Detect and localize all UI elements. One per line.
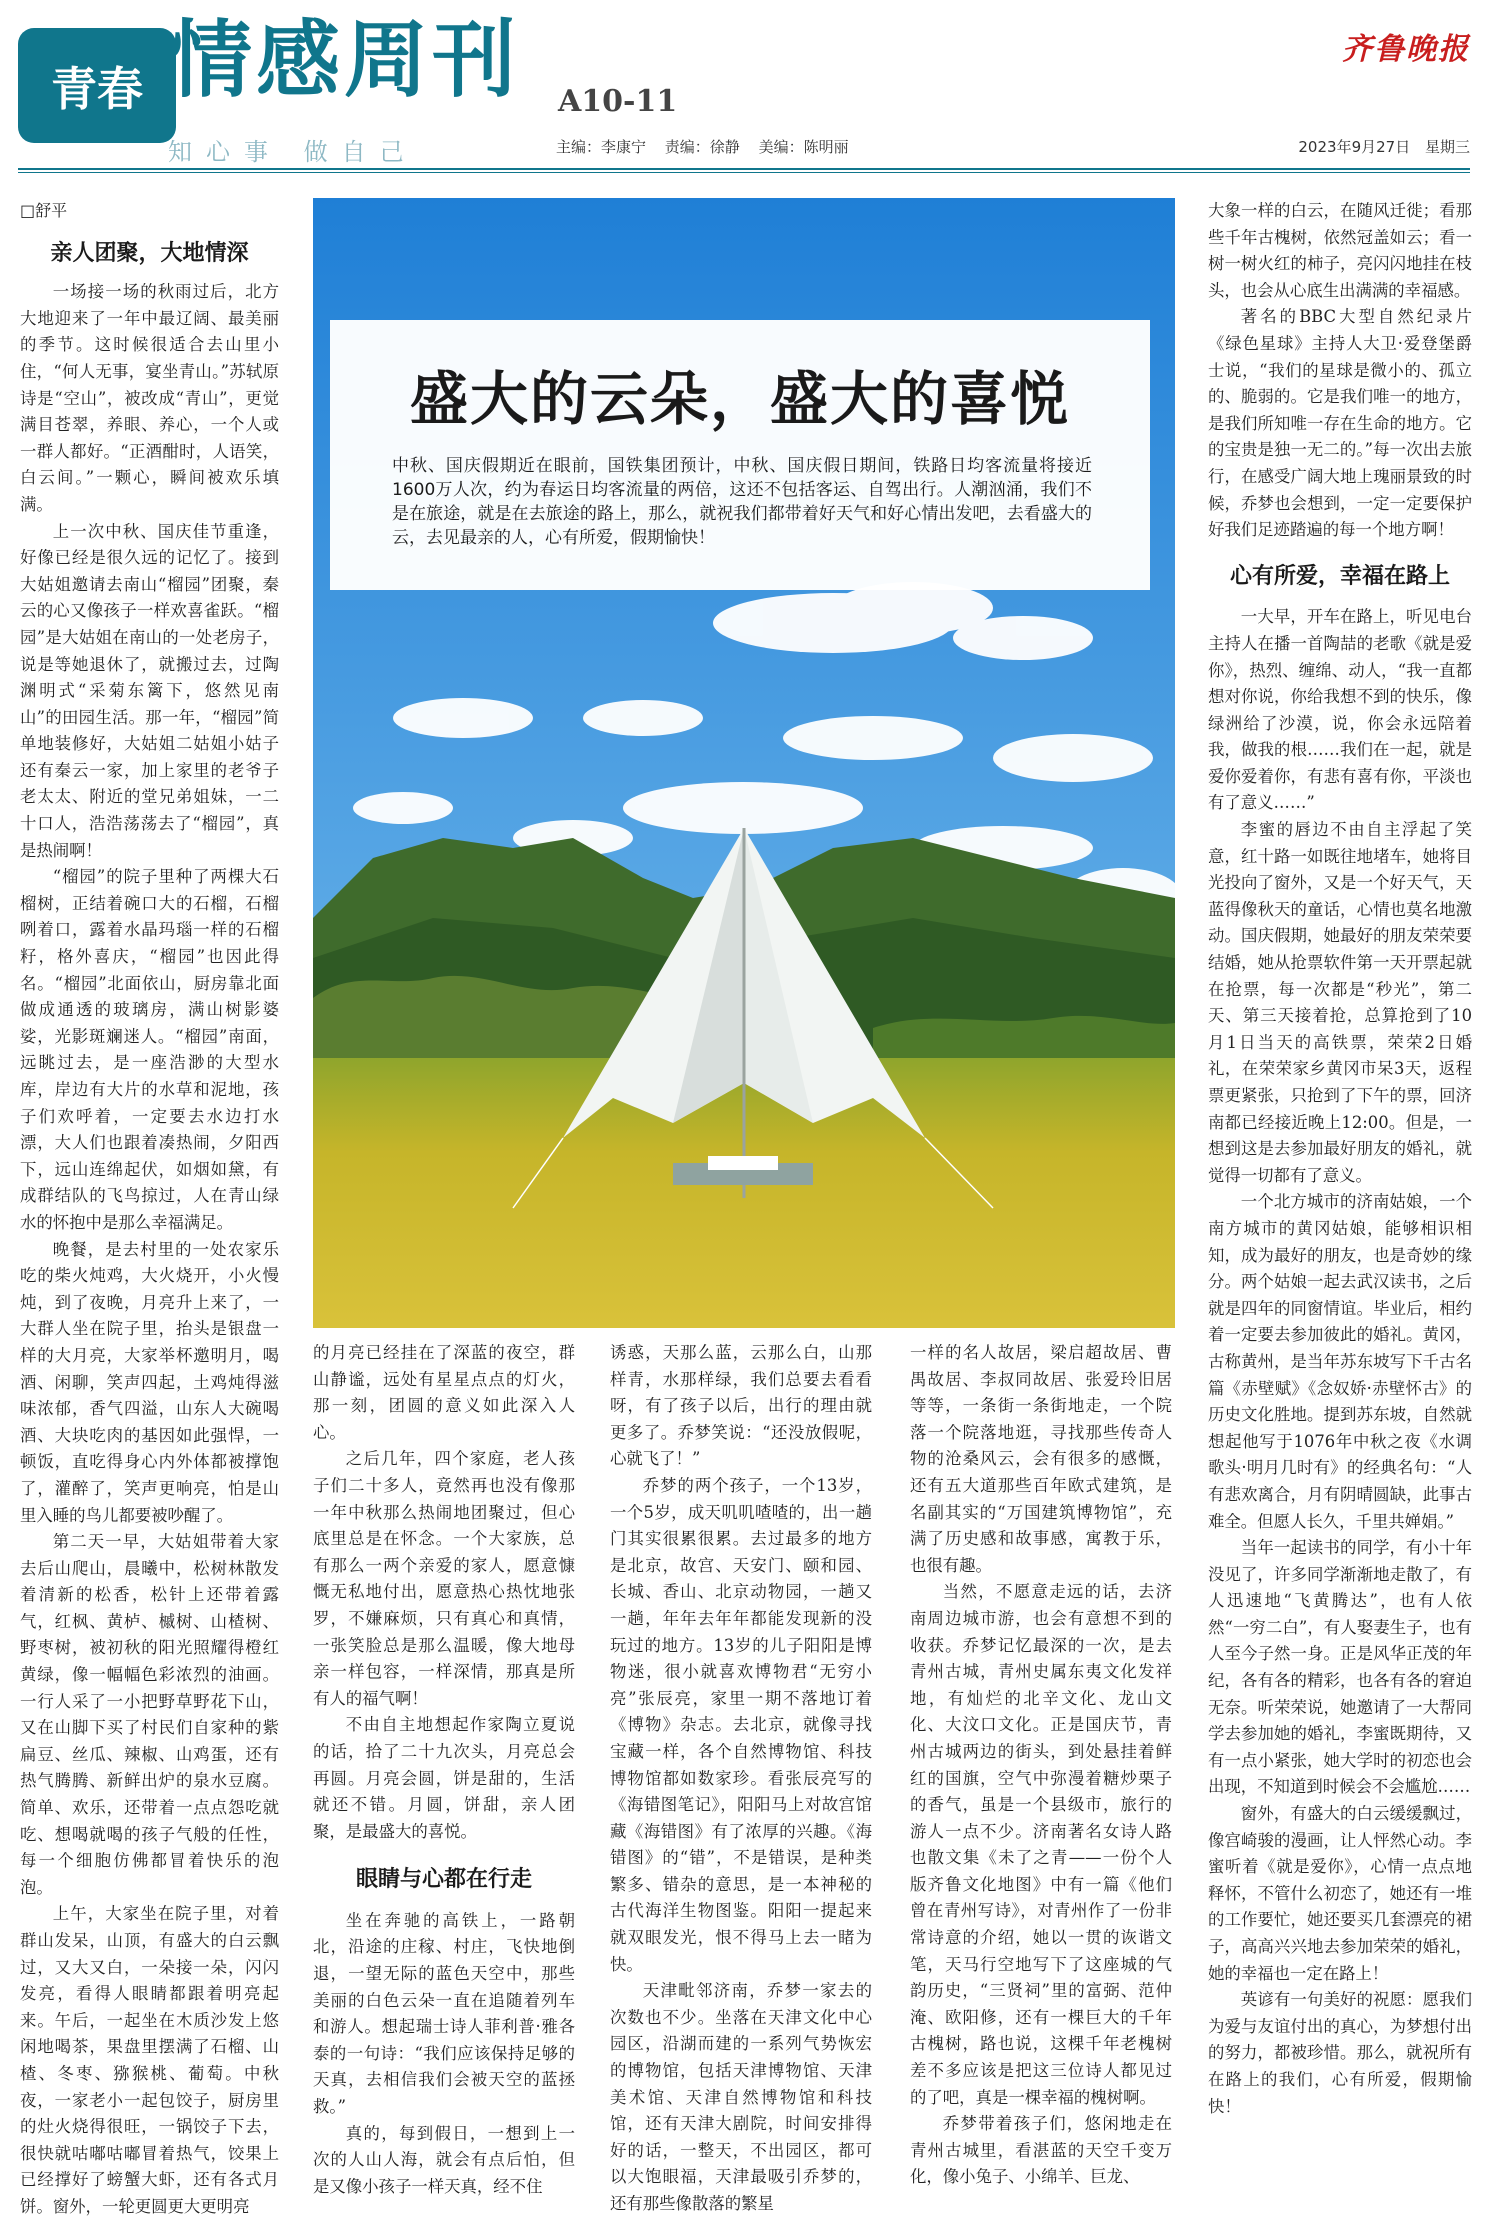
art-editor: 美编：陈明丽 (758, 138, 849, 156)
paragraph: 晚餐，是去村里的一处农家乐吃的柴火炖鸡，大火烧开，小火慢炖，到了夜晚，月亮升上来了，一大群人坐在院子里，抬头是银盘一样的大月亮，大家举杯邀明月，喝酒、闲聊，笑声四起，土鸡炖得滋味浓郁，香气四溢，山东人大碗喝酒、大块吃肉的基因如此强悍，一顿饭，直吃得身心内外体都被撑饱了，灌醉了，笑声更响亮，怕是山里入睡的鸟儿都要被吵醒了。 (20, 1239, 279, 1525)
section-heading-3: 心有所爱，幸福在路上 (1229, 563, 1450, 589)
page-number: A10-11 (558, 84, 678, 119)
paragraph: 英谚有一句美好的祝愿：愿我们为爱与友谊付出的真心，为梦想付出的努力，都被珍惜。那么，就祝所有在路上的我们，心有所爱，假期愉快！ (1208, 1990, 1472, 2116)
paragraph: 著名的BBC大型自然纪录片《绿色星球》主持人大卫·爱登堡爵士说，“我们的星球是微小的、孤立的、脆弱的。它是我们唯一的地方，是我们所知唯一存在生命的地方。它的宝贵是独一无二的。”每一次出去旅行，在感受广阔大地上瑰丽景致的时候，乔梦也会想到，一定一定要保护好我们足迹踏遍的每一个地方啊！ (1208, 307, 1472, 540)
date-text: 2023年9月27日 (1298, 138, 1411, 156)
paragraph: 第二天一早，大姑姐带着大家去后山爬山，晨曦中，松树林散发着清新的松香，松针上还带着露气，红枫、黄栌、槭树、山楂树、野枣树，被初秋的阳光照耀得橙红黄绿，像一幅幅色彩浓烈的油画。一行人采了一小把野草野花下山，又在山脚下买了村民们自家种的紫扁豆、丝瓜、辣椒、山鸡蛋，还有热气腾腾、新鲜出炉的泉水豆腐。简单、欢乐，还带着一点点怨吃就吃、想喝就喝的孩子气般的任性，每一个细胞仿佛都冒着快乐的泡泡。 (20, 1532, 279, 1897)
paragraph: 乔梦的两个孩子，一个13岁，一个5岁，成天叽叽喳喳的，出一趟门其实很累很累。去过最多的地方是北京，故宫、天安门、颐和园、长城、香山、北京动物园，一趟又一趟，年年去年年都能发现新的没玩过的地方。13岁的儿子阳阳是博物迷，很小就喜欢博物君“无穷小亮”张辰亮，家里一期不落地订着《博物》杂志。去北京，就像寻找宝藏一样，各个自然博物馆、科技博物馆都如数家珍。看张辰亮写的《海错图笔记》，阳阳马上对故宫馆藏《海错图》有了浓厚的兴趣。《海错图》的“错”，不是错误，是种类繁多、错杂的意思，是一本神秘的古代海洋生物图鉴。阳阳一提起来就双眼发光，恨不得马上去一睹为快。 (610, 1475, 872, 1974)
paragraph: 诱惑，天那么蓝，云那么白，山那样青，水那样绿，我们总要去看看呀，有了孩子以后，出行的理由就更多了。乔梦笑说：“还没放假呢，心就飞了！” (610, 1343, 872, 1469)
paragraph: 坐在奔驰的高铁上，一路朝北，沿途的庄稼、村庄，飞快地倒退，一望无际的蓝色天空中，那些美丽的白色云朵一直在追随着列车和游人。想起瑞士诗人菲利普·雅各泰的一句诗：“我们应该保持足够的天真，去相信我们会被天空的蓝拯救。” (313, 1910, 575, 2117)
paragraph: 一样的名人故居，梁启超故居、曹禺故居、李叔同故居、张爱玲旧居等等，一条街一条街地走，一个院落一个院落地逛，寻找那些传奇人物的沧桑风云，会有很多的感慨，还有五大道那些百年欧式建筑，是名副其实的“万国建筑博物馆”，充满了历史感和故事感，寓教于乐，也很有趣。 (910, 1343, 1172, 1575)
paragraph: 上一次中秋、国庆佳节重逢，好像已经是很久远的记忆了。接到大姑姐邀请去南山“榴园”团聚，秦云的心又像孩子一样欢喜雀跃。“榴园”是大姑姐在南山的一处老房子，说是等她退休了，就搬过去，过陶渊明式“采菊东篱下，悠然见南山”的田园生活。那一年，“榴园”简单地装修好，大姑姐二姑姐小姑子还有秦云一家，加上家里的老爷子老太太、附近的堂兄弟姐妹，一二十口人，浩浩荡荡去了“榴园”，真是热闹啊！ (20, 521, 279, 860)
column-1 (20, 198, 279, 2216)
column-5 (1208, 198, 1472, 2168)
paragraph: 当然，不愿意走远的话，去济南周边城市游，也会有意想不到的收获。乔梦记忆最深的一次，是去青州古城，青州史属东夷文化发祥地，有灿烂的北辛文化、龙山文化、大汶口文化。正是国庆节，青州古城两边的街头，到处悬挂着鲜红的国旗，空气中弥漫着糖炒栗子的香气，虽是一个县级市，旅行的游人一点不少。济南著名女诗人路也散文集《未了之青——一份个人版齐鲁文化地图》中有一篇《他们曾在青州写诗》，对青州作了一份非常诗意的介绍，她以一贯的诙谐文笔，天马行空地写下了这座城的气韵历史，“三贤祠”里的富弼、范仲淹、欧阳修，还有一棵巨大的千年古槐树，路也说，这棵千年老槐树差不多应该是把这三位诗人都见过的了吧，真是一棵幸福的槐树啊。 (910, 1582, 1172, 2107)
column-logo: 青春 (18, 28, 176, 143)
weekday-text: 星期三 (1424, 138, 1470, 156)
paragraph: 的月亮已经挂在了深蓝的夜空，群山静谧，远处有星星点点的灯火，那一刻，团圆的意义如此深入人心。 (313, 1343, 575, 1442)
paragraph: 李蜜的唇边不由自主浮起了笑意，红十路一如既往地堵车，她将目光投向了窗外，又是一个好天气，天蓝得像秋天的童话，心情也莫名地激动。国庆假期，她最好的朋友荣荣要结婚，她从抢票软件第一天开票起就在抢票，每一次都是“秒光”，第二天、第三天接着抢，总算抢到了10月1日当天的高铁票，荣荣2日婚礼，在荣荣家乡黄冈市呆3天，返程票更紧张，只抢到了下午的票，回济南都已经接近晚上12:00。但是，一想到这是去参加最好朋友的婚礼，就觉得一切都有了意义。 (1208, 820, 1472, 1185)
issue-date (1288, 136, 1470, 157)
paragraph: 天津毗邻济南，乔梦一家去的次数也不少。坐落在天津文化中心园区，沿湖而建的一系列气势恢宏的博物馆，包括天津博物馆、天津美术馆、天津自然博物馆和科技馆，还有天津大剧院，时间安排得好的话，一整天，不出园区，都可以大饱眼福，天津最吸引乔梦的，还有那些像散落的繁星 (610, 1981, 872, 2213)
section-heading-2: 眼睛与心都在行走 (355, 1867, 532, 1893)
editor-credits (556, 136, 863, 157)
paragraph: 乔梦带着孩子们，悠闲地走在青州古城里，看湛蓝的天空千变万化，像小兔子、小绵羊、巨龙、 (910, 2114, 1172, 2187)
column-1-body (20, 279, 279, 2220)
newspaper-logo: 齐鲁晚报 (1342, 32, 1470, 67)
header-rule-thin (18, 172, 1470, 173)
chief-editor: 主编：李康宁 (556, 138, 647, 156)
paragraph: 窗外，有盛大的白云缓缓飘过，像宫崎骏的漫画，让人怦然心动。李蜜听着《就是爱你》，心情一点点地释怀，不管什么初恋了，她还有一堆的工作要忙，她还要买几套漂亮的裙子，高高兴兴地去参加荣荣的婚礼，她的幸福也一定在路上！ (1208, 1804, 1472, 1983)
section-heading-1: 亲人团聚，大地情深 (50, 240, 249, 266)
column-2 (313, 1340, 575, 2196)
byline: □舒平 (20, 201, 68, 220)
paragraph: 真的，每到假日，一想到上一次的人山人海，就会有点后怕，但是又像小孩子一样天真，经不住 (313, 2123, 575, 2196)
header-rule (18, 168, 1470, 170)
duty-editor: 责编：徐静 (664, 138, 740, 156)
paragraph: 一大早，开车在路上，听见电台主持人在播一首陶喆的老歌《就是爱你》，热烈、缠绵、动人，“我一直都想对你说，你给我想不到的快乐，像绿洲给了沙漠，说，你会永远陪着我，做我的根……我们在一起，就是爱你爱着你，有悲有喜有你，平淡也有了意义……” (1208, 607, 1472, 813)
paragraph: 当年一起读书的同学，有小十年没见了，许多同学渐渐地走散了，有人迅速地“飞黄腾达”，也有人依然“一穷二白”，有人娶妻生子，也有人至今子然一身。正是风华正茂的年纪，各有各的精彩，也各有各的窘迫无奈。听荣荣说，她邀请了一大帮同学去参加她的婚礼，李蜜既期待，又有一点小紧张，她大学时的初恋也会出现，不知道到时候会不会尴尬…… (1208, 1538, 1472, 1797)
paragraph: “榴园”的院子里种了两棵大石榴树，正结着碗口大的石榴，石榴咧着口，露着水晶玛瑙一样的石榴籽，格外喜庆，“榴园”也因此得名。“榴园”北面依山，厨房靠北面做成通透的玻璃房，满山树影婆娑，光影斑斓迷人。“榴园”南面，远眺过去，是一座浩渺的大型水库，岸边有大片的水草和泥地，孩子们欢呼着，一定要去水边打水漂，大人们也跟着凑热闹，夕阳西下，远山连绵起伏，如烟如黛，有成群结队的飞鸟掠过，人在青山绿水的怀抱中是那么幸福满足。 (20, 867, 279, 1232)
section-title: 情感周刊 (168, 11, 521, 109)
article-lead: 中秋、国庆假期近在眼前，国铁集团预计，中秋、国庆假日期间，铁路日均客流量将接近1600万人次，约为春运日均客流量的两倍，这还不包括客运、自驾出行。人潮汹涌，我们不是在旅途，就是在去旅途的路上，那么，就祝我们都带着好天气和好心情出发吧，去看盛大的云，去见最亲的人，心有所爱，假期愉快！ (392, 456, 1092, 548)
column-3 (610, 1340, 872, 2213)
paragraph: 上午，大家坐在院子里，对着群山发呆，山顶，有盛大的白云飘过，又大又白，一朵接一朵，闪闪发亮，看得人眼睛都跟着明亮起来。午后，一起坐在木质沙发上悠闲地喝茶，果盘里摆满了石榴、山楂、冬枣、猕猴桃、葡萄。中秋夜，一家老小一起包饺子，厨房里的灶火烧得很旺，一锅饺子下去，很快就咕嘟咕嘟冒着热气，饺果上已经撑好了螃蟹大虾，还有各式月饼。窗外，一轮更圆更大更明亮 (20, 1904, 279, 2216)
paragraph: 一场接一场的秋雨过后，北方大地迎来了一年中最辽阔、最美丽的季节。这时候很适合去山里小住，“何人无事，宴坐青山。”苏轼原诗是“空山”，被改成“青山”，更觉满目苍翠，养眼、养心，一个人或一群人都好。“正酒酣时，人语笑，白云间。”一颗心，瞬间被欢乐填满。 (20, 282, 279, 514)
article-headline: 盛大的云朵，盛大的喜悦 (409, 365, 1070, 433)
paragraph: 不由自主地想起作家陶立夏说的话，拾了二十九次头，月亮总会再圆。月亮会圆，饼是甜的，生活就还不错。月圆，饼甜，亲人团聚，是最盛大的喜悦。 (313, 1715, 575, 1841)
paragraph: 一个北方城市的济南姑娘，一个南方城市的黄冈姑娘，能够相识相知，成为最好的朋友，也是奇妙的缘分。两个姑娘一起去武汉读书，之后就是四年的同窗情谊。毕业后，相约着一定要去参加彼此的婚礼。黄冈，古称黄州，是当年苏东坡写下千古名篇《赤壁赋》《念奴娇·赤壁怀古》的历史文化胜地。提到苏东坡，自然就想起他写于1076年中秋之夜《水调歌头·明月几时有》的经典名句：“人有悲欢离合，月有阴晴圆缺，此事古难全。但愿人长久，千里共婵娟。” (1208, 1192, 1472, 1531)
paragraph: 大象一样的白云，在随风迁徙；看那些千年古槐树，依然冠盖如云；看一树一树火红的柿子，亮闪闪地挂在枝头，也会从心底生出满满的幸福感。 (1208, 201, 1472, 300)
column-4 (910, 1340, 1172, 2187)
section-slogan: 知心事 做自己 (168, 138, 418, 166)
paragraph: 之后几年，四个家庭，老人孩子们二十多人，竟然再也没有像那一年中秋那么热闹地团聚过，但心底里总是在怀念。一个大家族，总有那么一两个亲爱的家人，愿意慷慨无私地付出，愿意热心热忱地张罗，不嫌麻烦，只有真心和真情，一张笑脸总是那么温暖，像大地母亲一样包容，一样深情，那真是所有人的福气啊！ (313, 1449, 575, 1708)
